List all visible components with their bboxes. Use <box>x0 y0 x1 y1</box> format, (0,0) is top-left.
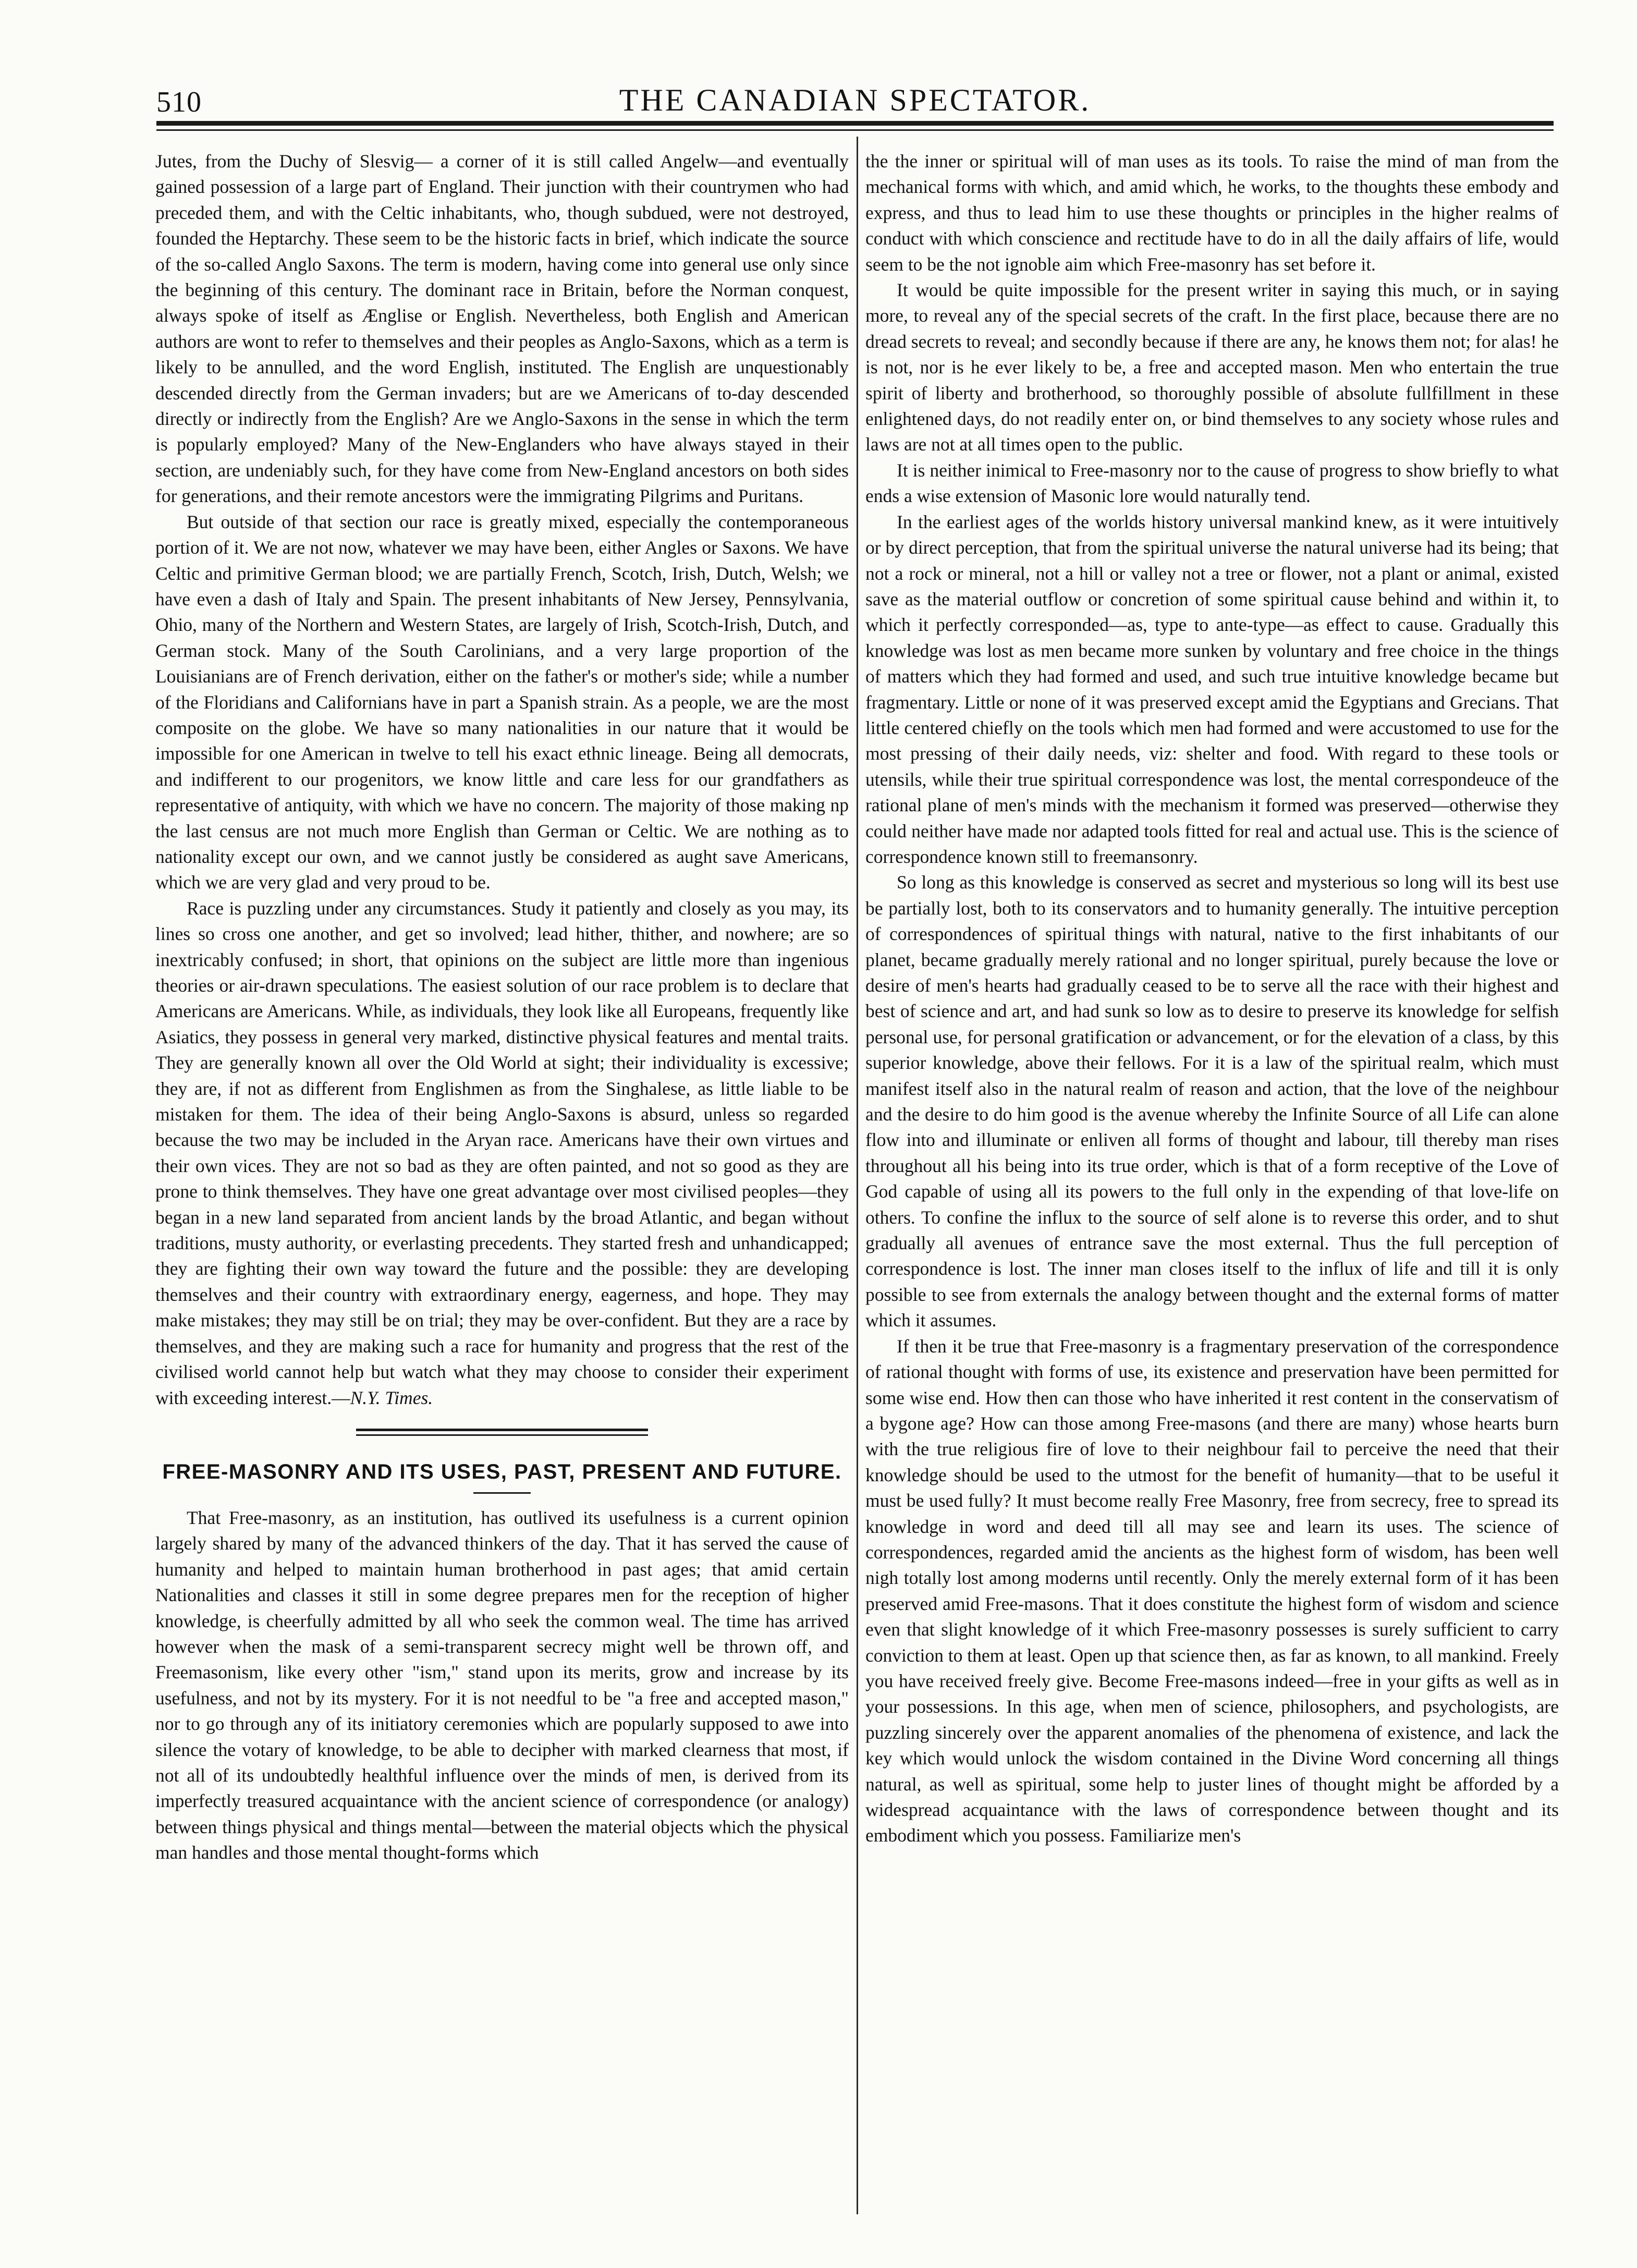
masthead: THE CANADIAN SPECTATOR. <box>619 83 1091 117</box>
body-paragraph: the the inner or spiritual will of man uses as its tools. To raise the mind of man from the mechanical forms with which, and amid which, he works, to the thoughts these embody and express, and thus to lead him to use these thoughts or principles in the higher realms of conduct with which conscience and rectitude have to do in all the daily affairs of life, would seem to be the not ignoble aim which Free-masonry has set before it. <box>865 151 1559 275</box>
source-credit: N.Y. Times. <box>350 1387 433 1408</box>
title-rule <box>473 1492 531 1494</box>
column-divider <box>857 137 858 2214</box>
body-paragraph: In the earliest ages of the worlds history universal mankind knew, as it were intuitively or by direct perception, that from the spiritual universe the natural universe had its being; that not a rock or mineral, not a hill or valley not a tree or flower, not a plant or animal, existed save as the material outflow or concretion of some spiritual cause behind and within it, to which it perfectly corresponded—as, type to ante-type—as effect to cause. Gradually this knowledge was lost as men became more sunken by voluntary and free choice in the things of matters which they had formed and used, and such true intuitive knowledge became but fragmentary. Little or none of it was preserved except amid the Egyptians and Grecians. That little centered chiefly on the tools which men had formed and were accustomed to use for the most pressing of their daily needs, viz: shelter and food. With regard to these tools or utensils, while their true spiritual correspondence was lost, the mental correspondeuce of the rational plane of men's minds with the mechanism it formed was preserved—otherwise they could neither have made nor adapted tools fitted for real and actual use. This is the science of correspondence known still to freemansonry. <box>865 511 1559 867</box>
body-paragraph-text: Race is puzzling under any circumstances. Study it patiently and closely as you may, its lines so cross one another, and get so involved; lead hither, thither, and nowhere; are so inextricably confused; in short, that opinions on the subject are little more than ingenious theories or air-drawn speculations. The easiest solution of our race problem is to declare that Americans are Americans. While, as individuals, they look like all Europeans, frequently like Asiatics, they possess in general very marked, distinctive physical features and mental traits. They are generally known all over the Old World at sight; their individuality is excessive; they are, if not as different from Englishmen as from the Singhalese, as little liable to be mistaken for them. The idea of their being Anglo-Saxons is absurd, unless so regarded because the two may be included in the Aryan race. Americans have their own virtues and their own vices. They are not so bad as they are often painted, and not so good as they are prone to think themselves. They have one great advantage over most civilised peoples—they began in a new land separated from ancient lands by the broad Atlantic, and began without traditions, musty authority, or everlasting precedents. They started fresh and unhandicapped; they are fighting their own way toward the future and the possible: they are developing themselves and their country with extraordinary energy, eagerness, and hope. They may make mistakes; they may still be on trial; they may be over-confident. But they are a race by themselves, and they are making such a race for humanity and progress that the rest of the civilised world cannot help but watch what they may choose to consider their experiment with exceeding interest.— <box>155 897 849 1408</box>
header-rule-thick <box>156 121 1554 126</box>
article-paragraph: That Free-masonry, as an institution, has outlived its usefulness is a current opinion largely shared by many of the advanced thinkers of the day. That it has served the cause of humanity and helped to maintain human brotherhood in past ages; that amid certain Nationalities and classes it still in some degree prepares men for the reception of higher knowledge, is cheerfully admitted by all who seek the common weal. The time has arrived however when the mask of a semi-transparent secrecy might well be thrown off, and Freemasonism, like every other "ism," stand upon its merits, grow and increase by its usefulness, and not by its mystery. For it is not needful to be "a free and accepted mason," nor to go through any of its initiatory ceremonies which are popularly supposed to awe into silence the votary of knowledge, to be able to decipher with marked clearness that most, if not all of its undoubtedly healthful influence over the minds of men, is derived from its imperfectly treasured acquaintance with the ancient science of correspondence (or analogy) between things physical and things mental—between the material objects which the physical man handles and those mental thought-forms which <box>155 1507 849 1863</box>
body-paragraph: If then it be true that Free-masonry is a fragmentary preservation of the correspondence of rational thought with forms of use, its existence and preservation have been permitted for some wise end. How then can those who have inherited it rest content in the conservatism of a bygone age? How can those among Free-masons (and there are many) whose hearts burn with the true religious fire of love to their neighbour fail to perceive the need that their knowledge should be used to the utmost for the benefit of humanity—that to be useful it must be used fully? It must become really Free Masonry, free from secrecy, free to spread its knowledge in word and deed till all may see and learn its uses. The science of correspondences, regarded amid the ancients as the highest form of wisdom, has been well nigh totally lost among moderns until recently. Only the merely external form of it has been preserved amid Free-masons. That it does constitute the highest form of wisdom and science even that slight knowledge of it which Free-masonry possesses is surely sufficient to carry conviction to them at least. Open up that science then, as far as known, to all mankind. Freely you have received freely give. Become Free-masons indeed—free in your gifts as well as in your possessions. In this age, when men of science, philosophers, and psychologists, are puzzling sincerely over the apparent anomalies of the phenomena of existence, and lack the key which would unlock the wisdom contained in the Divine Word concerning all things natural, as well as spiritual, some help to juster lines of thought might be afforded by a widespread acquaintance with the laws of correspondence between thought and its embodiment which you possess. Familiarize men's <box>865 1335 1559 1846</box>
body-paragraph: It would be quite impossible for the present writer in saying this much, or in saying more, to reveal any of the special secrets of the craft. In the first place, because there are no dread secrets to reveal; and secondly because if there are any, he knows them not; for alas! he is not, nor is he ever likely to be, a free and accepted mason. Men who entertain the true spirit of liberty and brotherhood, so thoroughly possible of absolute fullfillment in these enlightened days, do not readily enter on, or bind themselves to any society whose rules and laws are not at all times open to the public. <box>865 279 1559 455</box>
header-rule-thin <box>156 129 1554 131</box>
body-paragraph: It is neither inimical to Free-masonry nor to the cause of progress to show briefly to what ends a wise extension of Masonic lore would naturally tend. <box>865 459 1559 507</box>
right-column <box>865 149 1559 1849</box>
page-header <box>156 78 1554 125</box>
body-paragraph: So long as this knowledge is conserved as secret and mysterious so long will its best use be partially lost, both to its conservators and to humanity generally. The intuitive perception of correspondences of spiritual things with natural, native to the first inhabitants of our planet, became gradually merely rational and no longer spiritual, purely because the love or desire of men's hearts had gradually ceased to be to serve all the race with their highest and best of science and art, and had sunk so low as to desire to preserve its knowledge for selfish personal use, for personal gratification or advancement, or for the elevation of a class, by this superior knowledge, above their fellows. For it is a law of the spiritual realm, which must manifest itself also in the natural realm of reason and action, that the love of the neighbour and the desire to do him good is the avenue whereby the Infinite Source of all Life can alone flow into and illuminate or enliven all forms of thought and labour, till thereby man rises throughout all his being into its true order, which is that of a form receptive of the Love of God capable of using all its powers to the full only in the expending of that love-life on others. To confine the influx to the source of self alone is to reverse this order, and to shut gradually all avenues of entrance save the most external. Thus the full perception of correspondence is lost. The inner man closes itself to the influx of life and till it is only possible to see from externals the analogy between thought and the external forms of matter which it assumes. <box>865 872 1559 1331</box>
article-title: FREE-MASONRY AND ITS USES, PAST, PRESENT AND FUTURE. <box>162 1460 842 1483</box>
body-paragraph: But outside of that section our race is greatly mixed, especially the contemporaneous portion of it. We are not now, whatever we may have been, either Angles or Saxons. We have Celtic and primitive German blood; we are partially French, Scotch, Irish, Dutch, Welsh; we have even a dash of Italy and Spain. The present inhabitants of New Jersey, Pennsylvania, Ohio, many of the Northern and Western States, are largely of Irish, Scotch-Irish, Dutch, and German stock. Many of the South Carolinians, and a very large proportion of the Louisianians are of French derivation, either on the father's or mother's side; while a number of the Floridians and Californians have in part a Spanish strain. As a people, we are the most composite on the globe. We have so many nationalities in our nature that it would be impossible for one American in twelve to tell his exact ethnic lineage. Being all democrats, and indifferent to our progenitors, we know little and care less for our grandfathers as representative of antiquity, with which we have no concern. The majority of those making np the last census are not much more English than German or Celtic. We are nothing as to nationality except our own, and we cannot justly be considered as aught save Americans, which we are very glad and very proud to be. <box>155 511 849 893</box>
body-paragraph <box>155 896 849 1411</box>
left-column <box>155 149 849 1866</box>
section-separator <box>356 1429 648 1436</box>
body-paragraph: Jutes, from the Duchy of Slesvig— a corner of it is still called Angelw—and eventually gained possession of a large part of England. Their junction with their countrymen who had preceded them, and with the Celtic inhabitants, who, though subdued, were not destroyed, founded the Heptarchy. These seem to be the historic facts in brief, which indicate the source of the so-called Anglo Saxons. The term is modern, having come into general use only since the beginning of this century. The dominant race in Britain, before the Norman conquest, always spoke of itself as Ænglise or English. Nevertheless, both English and American authors are wont to refer to themselves and their peoples as Anglo-Saxons, which as a term is likely to be annulled, and the word English, instituted. The English are unquestionably descended directly from the German invaders; but are we Americans of to-day descended directly or indirectly from the English? Are we Anglo-Saxons in the sense in which the term is popularly employed? Many of the New-Englanders who have always stayed in their section, are undeniably such, for they have come from New-England ancestors on both sides for generations, and their remote ancestors were the immigrating Pilgrims and Puritans. <box>155 151 849 507</box>
page-number: 510 <box>156 86 202 118</box>
